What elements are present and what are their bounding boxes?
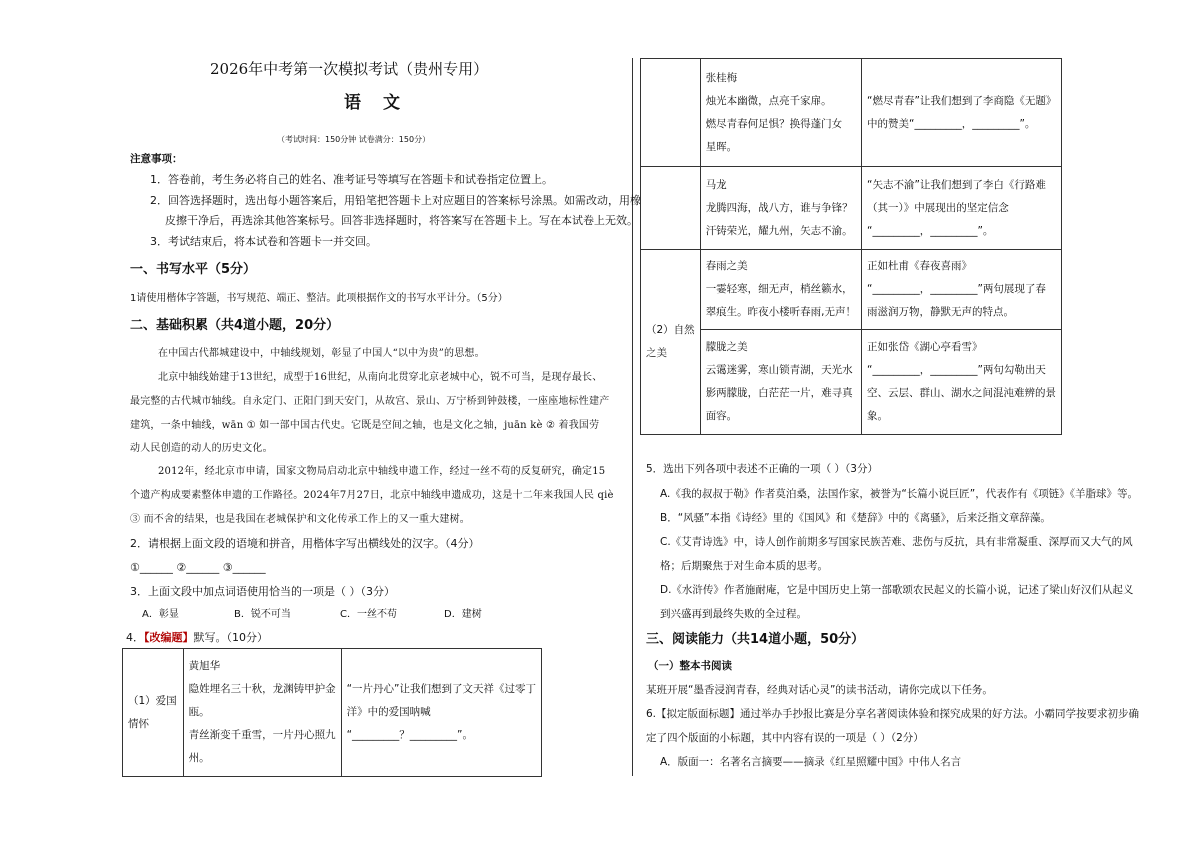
- prompt-line: “_________，_________”两句展现了春: [867, 283, 1046, 295]
- exam-title: 2026年中考第一次模拟考试（贵州专用）: [210, 60, 489, 78]
- poem-line: 燃尽青春何足惧？换得蓬门女: [705, 117, 843, 130]
- poem-cell: [700, 250, 861, 330]
- prompt-cell: [862, 250, 1062, 330]
- prompt-cell: [862, 59, 1062, 167]
- passage-line: 个遗产构成要素整体申遗的工作路径。2024年7月27日，北京中轴线申遗成功，这是十二年来我国人民 qiè: [130, 490, 614, 501]
- q5-option: A.《我的叔叔于勒》作者莫泊桑，法国作家，被誉为“长篇小说巨匠”，代表作有《项链》《羊脂球》等。: [660, 488, 1138, 500]
- q4-tag: 【改编题】: [144, 631, 194, 644]
- q4-text: 默写。（10分）: [193, 631, 268, 644]
- q3-option-a: A．彰显: [142, 609, 179, 620]
- q5-option-cont: 到兴盛再到最终失败的全过程。: [660, 608, 807, 620]
- prompt-line: 空、云层、群山、湖水之间混沌难辨的景: [867, 387, 1057, 399]
- prompt-cell: [862, 167, 1062, 250]
- passage-line: ③ 而不舍的结果，也是我国在老城保护和文化传承工作上的又一重大建树。: [130, 514, 470, 525]
- notes-heading: 注意事项：: [130, 153, 183, 165]
- prompt-line: “_________，_________”两句勾勒出天: [867, 364, 1046, 376]
- prompt-cell: [341, 649, 541, 777]
- section-3-heading: 三、阅读能力（共14道小题，50分）: [646, 632, 865, 647]
- label-line: 之美: [646, 347, 667, 359]
- note-item-2: 2．回答选择题时，选出每小题答案后，用铅笔把答题卡上对应题目的答案标号涂黑。如需改动，用橡: [150, 194, 641, 207]
- poem-line: 朦胧之美: [705, 341, 748, 353]
- poem-line: 马龙: [705, 178, 727, 191]
- section-1-text: 1请使用楷体字答题，书写规范、端正、整洁。此项根据作文的书写水平计分。（5分）: [130, 293, 508, 304]
- poem-line: 瓯。: [188, 706, 210, 718]
- poem-cell: [183, 649, 341, 777]
- question-4: [126, 630, 268, 645]
- prompt-cell: [862, 330, 1062, 435]
- poem-line: 汗铸荣光，耀九州，矢志不渝。: [705, 224, 853, 237]
- column-divider: [632, 58, 633, 776]
- poem-line: 一霎轻寒，细无声，梢丝籁水，: [705, 283, 853, 295]
- section-1-heading: 一、书写水平（5分）: [130, 262, 257, 277]
- q6-option-a: A．版面一：名著名言摘要——摘录《红星照耀中国》中伟人名言: [660, 756, 962, 768]
- question-6: 6.【拟定版面标题】通过举办手抄报比赛是分享名著阅读体验和探究成果的好方法。小霸同学按要求初步确: [646, 708, 1140, 720]
- q4-number: 4．: [126, 631, 144, 644]
- prompt-line: “_________，_________”。: [867, 224, 994, 237]
- label-line: （1）爱国: [128, 694, 177, 707]
- q5-option: B．“风骚”本指《诗经》里的《国风》和《楚辞》中的《离骚》，后来泛指文章辞藻。: [660, 512, 1051, 524]
- poem-line: 龙腾四海，战八方，谁与争锋？: [705, 201, 853, 214]
- label-line: 情怀: [128, 717, 149, 730]
- poem-cell: [700, 167, 861, 250]
- q5-option: C.《艾青诗选》中，诗人创作前期多写国家民族苦难、悲伤与反抗，具有非常凝重、深厚而又大气的风: [660, 536, 1133, 548]
- note-item-1: 1．答卷前，考生务必将自己的姓名、准考证号等填写在答题卡和试卷指定位置上。: [150, 173, 553, 186]
- question-6-cont: 定了四个版面的小标题，其中内容有误的一项是（ ）（2分）: [646, 732, 924, 744]
- prompt-line: “矢志不渝”让我们想到了李白《行路难: [867, 178, 1046, 191]
- time-info: （考试时间：150分钟 试卷满分：150分）: [277, 135, 431, 144]
- prompt-line: “燃尽青春”让我们想到了李商隐《无题》: [867, 94, 1057, 107]
- section-3-intro: 某班开展“墨香浸润青春，经典对话心灵”的读书活动，请你完成以下任务。: [646, 684, 993, 696]
- prompt-line: “一片丹心”让我们想到了文天祥《过零丁: [346, 683, 536, 695]
- prompt-line: （其一）》中展现出的坚定信念: [867, 201, 1009, 214]
- table-label-empty: [641, 59, 701, 167]
- prompt-line: 正如张岱《湖心亭看雪》: [867, 341, 983, 353]
- poem-line: 面容。: [705, 410, 738, 422]
- q5-option-cont: 格；后期聚焦于对生命本质的思考。: [660, 560, 828, 572]
- table-label-patriotism: [123, 649, 184, 777]
- table-label-nature: [641, 250, 701, 435]
- q3-option-d: D．建树: [444, 609, 482, 620]
- passage-line: 2012年，经北京市申请，国家文物局启动北京中轴线申遗工作，经过一丝不苟的反复研究，确定15: [158, 466, 606, 477]
- poem-line: 州。: [188, 752, 210, 764]
- passage-line: 最完整的古代城市轴线。自永定门、正阳门到天安门，从故宫、景山、万宁桥到钟鼓楼，一座座地标性建产: [130, 396, 610, 407]
- section-3-sub: （一）整本书阅读: [648, 660, 732, 672]
- poem-cell: [700, 59, 861, 167]
- q5-option: D.《水浒传》作者施耐庵，它是中国历史上第一部歌颂农民起义的长篇小说，记述了梁山好汉们从起义: [660, 584, 1134, 596]
- poem-cell: [700, 330, 861, 435]
- prompt-line: 象。: [867, 410, 889, 422]
- passage-line: 在中国古代都城建设中，中轴线规划，彰显了中国人“以中为贵”的思想。: [158, 348, 485, 359]
- q3-option-b: B．锐不可当: [234, 609, 291, 620]
- prompt-line: 洋》中的爱国呐喊: [346, 706, 431, 718]
- label-line: （2）自然: [646, 324, 695, 336]
- poem-line: 黄旭华: [188, 660, 221, 672]
- prompt-line: “_________？_________”。: [346, 729, 473, 741]
- subject-title: 语文: [344, 93, 422, 113]
- question-3: 3．上面文段中加点词语使用恰当的一项是（ ）（3分）: [130, 585, 395, 598]
- question-2: 2．请根据上面文段的语境和拼音，用楷体字写出横线处的汉字。（4分）: [130, 537, 480, 550]
- poem-line: 星晖。: [705, 140, 738, 153]
- poem-line: 张桂梅: [705, 71, 738, 84]
- passage-line: 动人民创造的动人的历史文化。: [130, 443, 273, 454]
- prompt-line: 正如杜甫《春夜喜雨》: [867, 260, 973, 272]
- question-5: 5．选出下列各项中表述不正确的一项（ ）（3分）: [646, 463, 878, 475]
- prompt-line: 雨滋润万物，静默无声的特点。: [867, 306, 1015, 318]
- poem-line: 云霭迷雾，寒山锁青湖，天光水: [705, 364, 853, 376]
- note-item-2-cont: 皮擦干净后，再选涂其他答案标号。回答非选择题时，将答案写在答题卡上。写在本试卷上无效。: [165, 214, 638, 227]
- poem-line: 青丝渐变千重雪，一片丹心照九: [188, 729, 336, 741]
- poem-line: 隐姓埋名三十秋，龙渊铸甲护金: [188, 683, 336, 695]
- passage-line: 建筑，一条中轴线，wān ① 如一部中国古代史。它既是空间之轴，也是文化之轴，juān kè ② 着我国劳: [130, 420, 600, 431]
- q3-option-c: C．一丝不苟: [340, 609, 397, 620]
- poem-table-left: [122, 648, 542, 777]
- prompt-line: 中的赞美“_________，_________”。: [867, 117, 1036, 130]
- poem-line: 春雨之美: [705, 260, 748, 272]
- table-label-empty: [641, 167, 701, 250]
- poem-line: 影两朦胧，白茫茫一片，难寻真: [705, 387, 853, 399]
- passage-line: 北京中轴线始建于13世纪，成型于16世纪，从南向北贯穿北京老城中心，锐不可当，是现存最长、: [158, 372, 603, 383]
- section-2-heading: 二、基础积累（共4道小题，20分）: [130, 318, 340, 333]
- question-2-blanks: ①______ ②______ ③______: [130, 561, 266, 574]
- poem-line: 烛光本幽微，点亮千家扉。: [705, 94, 832, 107]
- note-item-3: 3．考试结束后，将本试卷和答题卡一并交回。: [150, 235, 377, 248]
- poem-line: 翠痕生。昨夜小楼听春雨,无声！: [705, 306, 857, 318]
- poem-table-right: [640, 58, 1062, 435]
